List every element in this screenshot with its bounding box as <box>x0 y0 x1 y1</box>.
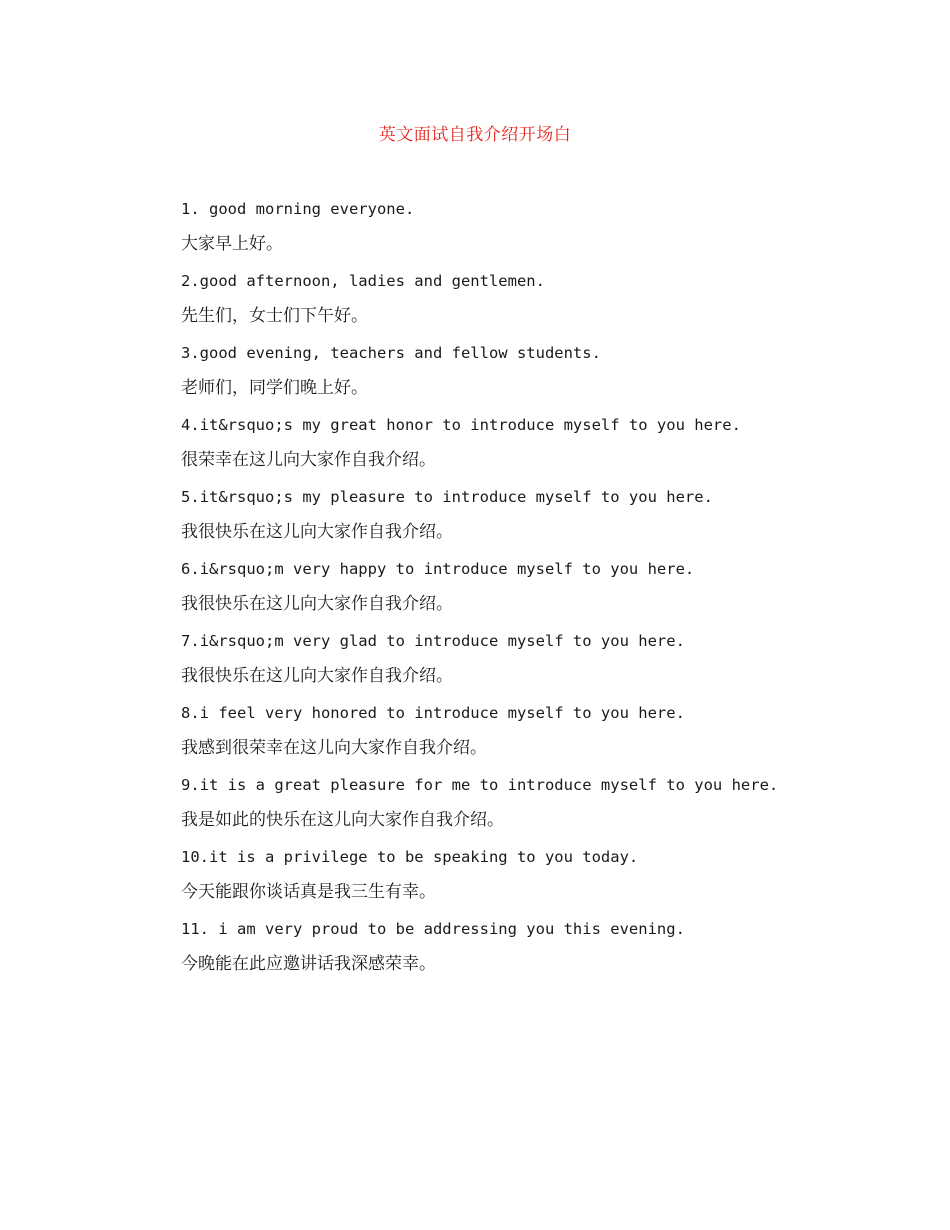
phrase-chinese: 大家早上好。 <box>181 234 283 254</box>
phrase-english: 11. i am very proud to be addressing you this evening. <box>181 920 685 938</box>
phrase-item <box>181 484 881 545</box>
phrase-item <box>181 556 881 617</box>
phrase-chinese: 我是如此的快乐在这儿向大家作自我介绍。 <box>181 810 504 830</box>
phrase-english: 3.good evening, teachers and fellow students. <box>181 344 601 362</box>
phrase-chinese: 今天能跟你谈话真是我三生有幸。 <box>181 882 436 902</box>
phrase-list <box>181 196 881 988</box>
phrase-english: 2.good afternoon, ladies and gentlemen. <box>181 272 545 290</box>
phrase-item <box>181 772 881 833</box>
phrase-item <box>181 844 881 905</box>
phrase-english: 1. good morning everyone. <box>181 200 415 218</box>
phrase-chinese: 我很快乐在这儿向大家作自我介绍。 <box>181 594 453 614</box>
phrase-english: 8.i feel very honored to introduce myself to you here. <box>181 704 685 722</box>
phrase-chinese: 我感到很荣幸在这儿向大家作自我介绍。 <box>181 738 487 758</box>
phrase-item <box>181 628 881 689</box>
phrase-english: 6.i&rsquo;m very happy to introduce myself to you here. <box>181 560 695 578</box>
document-title: 英文面试自我介绍开场白 <box>378 125 572 145</box>
phrase-item <box>181 700 881 761</box>
phrase-chinese: 很荣幸在这儿向大家作自我介绍。 <box>181 450 436 470</box>
phrase-english: 10.it is a privilege to be speaking to you today. <box>181 848 639 866</box>
phrase-item <box>181 412 881 473</box>
phrase-chinese: 我很快乐在这儿向大家作自我介绍。 <box>181 522 453 542</box>
phrase-item <box>181 196 881 257</box>
phrase-english: 7.i&rsquo;m very glad to introduce myself to you here. <box>181 632 685 650</box>
phrase-chinese: 我很快乐在这儿向大家作自我介绍。 <box>181 666 453 686</box>
phrase-item <box>181 340 881 401</box>
phrase-english: 9.it is a great pleasure for me to introduce myself to you here. <box>181 776 779 794</box>
phrase-chinese: 先生们，女士们下午好。 <box>181 306 368 326</box>
phrase-item <box>181 916 881 977</box>
phrase-english: 4.it&rsquo;s my great honor to introduce myself to you here. <box>181 416 741 434</box>
phrase-english: 5.it&rsquo;s my pleasure to introduce myself to you here. <box>181 488 713 506</box>
phrase-chinese: 今晚能在此应邀讲话我深感荣幸。 <box>181 954 436 974</box>
phrase-item <box>181 268 881 329</box>
phrase-chinese: 老师们，同学们晚上好。 <box>181 378 368 398</box>
